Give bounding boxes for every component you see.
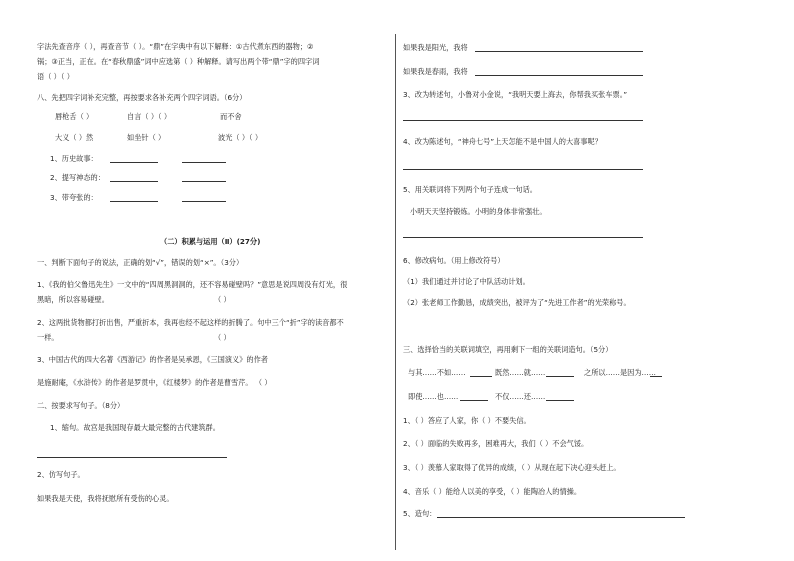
s2-q1-answer-line[interactable] [37, 457, 227, 458]
s8-item-3: 3、带夸张的： [50, 193, 98, 202]
section8-title: 八、先把四字词补充完整，再按要求各补充两个四字词语。（6分） [37, 93, 247, 102]
conj-5-line [546, 400, 574, 401]
s1-q3-line2: 是施耐庵，《水浒传》的作者是罗贯中，《红楼梦》的作者是曹雪芹。 （ ） [37, 378, 272, 387]
conj-5: 不仅……还…… [495, 392, 546, 401]
r-if-sun: 如果我是阳光，我将 [403, 43, 468, 52]
conj-4: 即使……也…… [408, 392, 459, 401]
fill-1[interactable]: 1、（ ）答应了人家，你（ ）不要失信。 [403, 416, 531, 425]
fill-5-line[interactable] [437, 517, 685, 518]
r-q5: 5、用关联词将下列两个句子连成一句话。 [403, 185, 537, 194]
s2-q2: 2、仿写句子。 [37, 470, 85, 479]
r-q6: 6、修改病句。（用上修改符号） [403, 256, 505, 265]
fill-4[interactable]: 4、音乐（ ）能给人以美的享受，（ ）能陶冶人的情操。 [403, 487, 582, 496]
r-q4-answer-line[interactable] [403, 169, 643, 170]
left-p1-line2: 锅；③正当，正在。在“春秋鼎盛”词中应选第（ ）种解释。请写出两个带“鼎”字的四字词 [37, 57, 320, 66]
s1-q2-line2: 一样。 [37, 333, 59, 342]
s2-q2-example: 如果我是天使，我将抚慰所有受伤的心灵。 [37, 494, 174, 503]
part2-title: （二）积累与运用（Ⅱ）(27分) [160, 237, 261, 246]
s8-item-1: 1、历史故事： [50, 154, 98, 163]
s8-item3-blank-2[interactable] [182, 201, 226, 202]
s8-r2-c3: 波光（ ）（ ） [218, 133, 263, 142]
s1-q1-line1: 1、《我的伯父鲁迅先生》一文中的“四周黑洞洞的，还不容易碰壁吗？”意思是说四周没有灯光，很 [37, 280, 348, 289]
s8-item-2: 2、提写神态的： [50, 173, 105, 182]
s8-r2-c2: 如坐针（ ） [127, 133, 166, 142]
left-p1-line3: 语（ ）（ ） [37, 72, 74, 81]
s8-item2-blank-2[interactable] [182, 181, 226, 182]
r-if-rain: 如果我是春雨，我将 [403, 67, 468, 76]
s1-q2-line1: 2、这两批货物都打折出售，严重折本，我再也经不起这样的折腾了。句中三个“折”字的读音都不 [37, 318, 344, 327]
r-q6-1: （1）我们通过并讨论了中队活动计划。 [403, 277, 530, 286]
conj-1-line [470, 376, 492, 377]
conj-3: 之所以……是因为…… [584, 368, 656, 377]
s8-item2-blank-1[interactable] [110, 181, 158, 182]
s8-item1-blank-2[interactable] [182, 162, 226, 163]
r-q4: 4、改为陈述句，“神舟七号”上天怎能不是中国人的大喜事呢？ [403, 137, 602, 146]
fill-2[interactable]: 2、（ ）面临的失败再多，困难再大，我们（ ）不会气馁。 [403, 439, 589, 448]
conj-2: 既然……就…… [495, 368, 546, 377]
s8-r1-c1: 唇枪舌（ ） [55, 112, 94, 121]
s1-q3-line1: 3、中国古代的四大名著《西游记》的作者是吴承恩，《三国演义》的作者 [37, 355, 268, 364]
s1-q2-answer[interactable]: （ ） [214, 333, 231, 342]
fill-5: 5、造句： [403, 509, 437, 518]
r-q5-text: 小明天天坚持锻炼。小明的身体非常强壮。 [410, 207, 547, 216]
r-q3-answer-line[interactable] [403, 120, 643, 121]
r-if-rain-line[interactable] [475, 75, 643, 76]
r-q5-answer-line[interactable] [403, 237, 643, 238]
column-divider [395, 34, 396, 550]
conj-2-line [546, 376, 574, 377]
left-p1-line1: 字法先查音序（ ），再查音节（ ）。“鼎”在字典中有以下解释：①古代煮东西的器物；② [37, 42, 314, 51]
s2-q1: 1、缩句。故宫是我国现存最大最完整的古代建筑群。 [50, 423, 220, 432]
s1-q1-answer[interactable]: （ ） [214, 295, 231, 304]
s8-r1-c2: 自言（ ）（ ） [127, 112, 172, 121]
conj-1: 与其……不如…… [408, 368, 466, 377]
conj-3-line [650, 376, 662, 377]
s1-q1-line2: 黑暗，所以容易碰壁。 [37, 295, 109, 304]
conj-4-line [460, 400, 488, 401]
s8-r2-c1: 大义（ ）然 [55, 133, 94, 142]
r-q6-2: （2）张老师工作勤恳，成绩突出，被评为了“先进工作者”的光荣称号。 [403, 298, 631, 307]
fill-3[interactable]: 3、（ ）羡慕人家取得了优异的成绩，（ ）从现在起下决心迎头赶上。 [403, 463, 621, 472]
s8-item3-blank-1[interactable] [110, 201, 158, 202]
r-q3: 3、改为转述句，小鲁对小金说，“我明天要上海去，你帮我买张车票。” [403, 90, 628, 99]
section1-title: 一、判断下面句子的说法，正确的划“√”，错误的划“×”。（3分） [37, 258, 244, 267]
r-if-sun-line[interactable] [475, 51, 643, 52]
section2-title: 二、按要求写句子。（8分） [37, 401, 125, 410]
s8-item1-blank-1[interactable] [110, 162, 158, 163]
s8-r1-c3: 而不舍 [220, 112, 242, 121]
section3-title: 三、选择恰当的关联词填空，再用剩下一组的关联词造句。（5分） [403, 345, 613, 354]
